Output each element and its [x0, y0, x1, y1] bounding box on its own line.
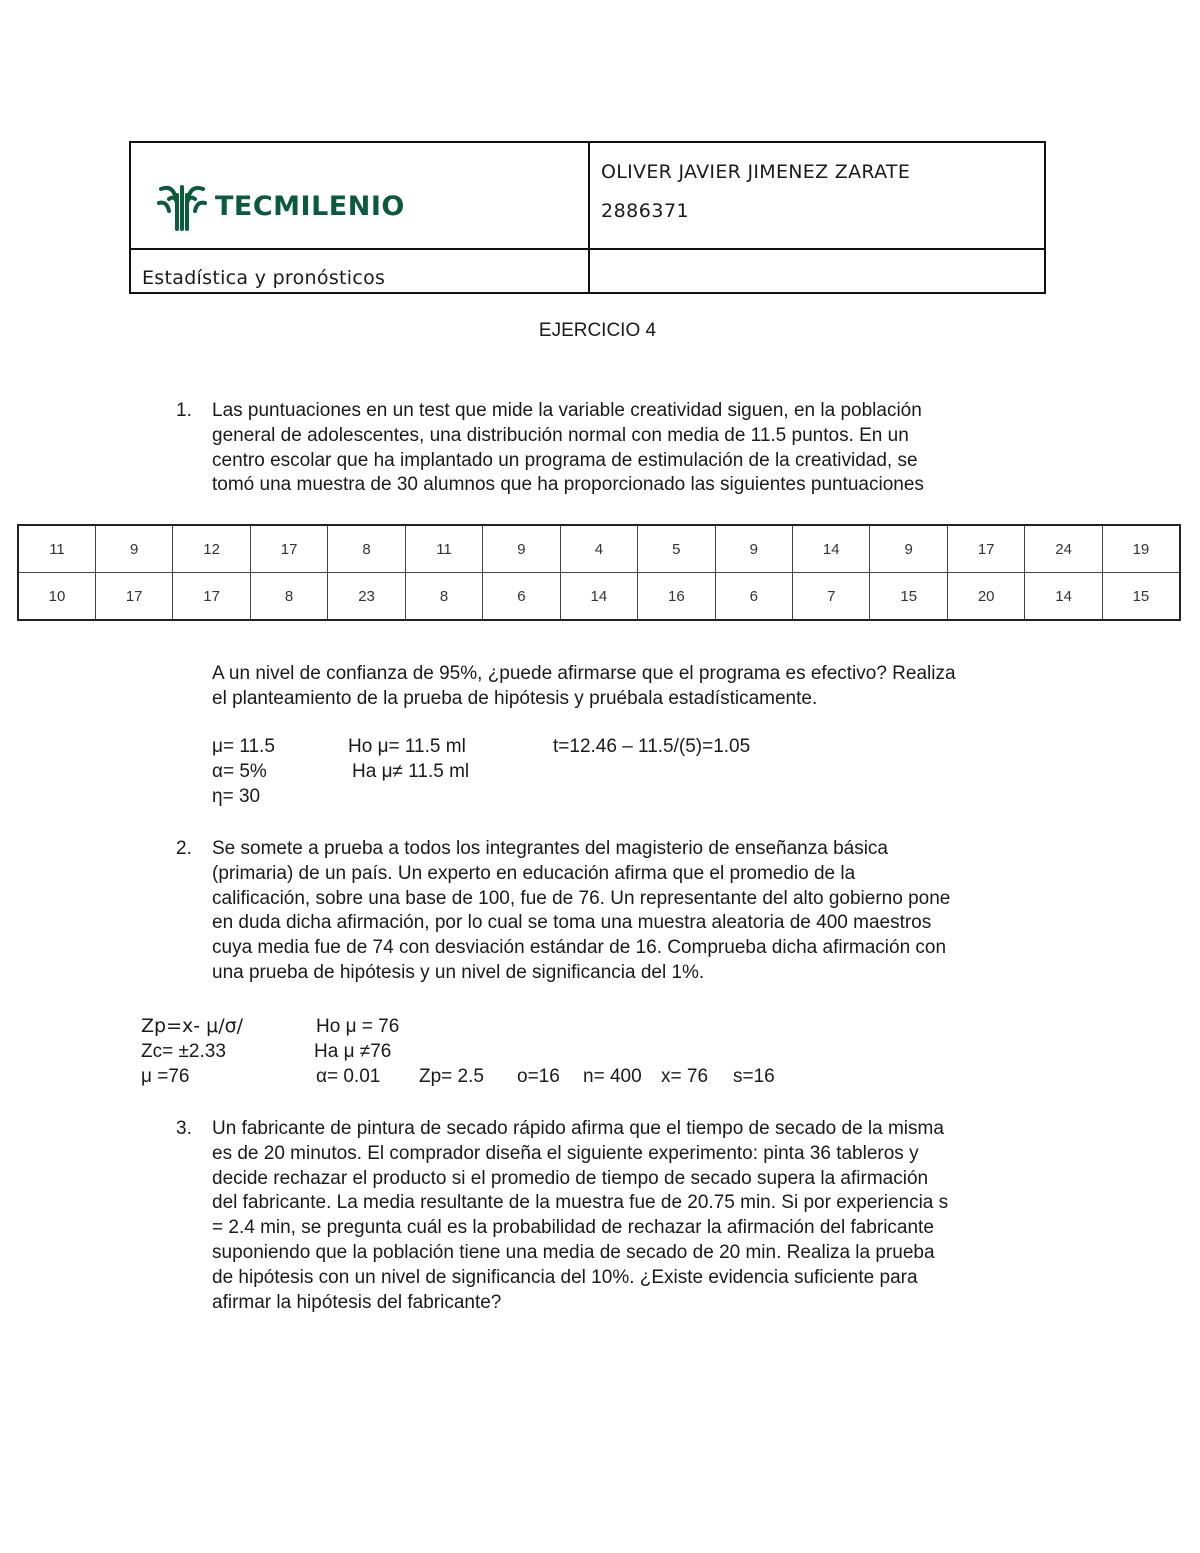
scores-row	[18, 525, 1180, 573]
student-name: OLIVER JAVIER JIMENEZ ZARATE	[601, 161, 911, 183]
score-cell: 9	[715, 525, 792, 573]
score-cell: 4	[560, 525, 637, 573]
q1-question-line: A un nivel de confianza de 95%, ¿puede afirmarse que el programa es efectivo? Realiza	[212, 663, 956, 684]
score-cell: 15	[1102, 573, 1180, 621]
subject-cell	[130, 249, 589, 293]
q2-line: Se somete a prueba a todos los integrantes del magisterio de enseñanza básica	[212, 838, 888, 859]
q1-t: t=12.46 – 11.5/(5)=1.05	[553, 736, 751, 757]
score-cell: 23	[328, 573, 405, 621]
score-cell: 8	[405, 573, 482, 621]
logo-text: TECMILENIO	[215, 190, 405, 222]
q1-line: general de adolescentes, una distribución normal con media de 11.5 puntos. En un	[212, 424, 909, 446]
q2-zc: Zc= ±2.33	[141, 1041, 226, 1062]
score-cell: 12	[173, 525, 250, 573]
q1-line: centro escolar que ha implantado un programa de estimulación de la creatividad, se	[212, 449, 918, 471]
q2-line: cuya media fue de 74 con desviación estándar de 16. Comprueba dicha afirmación con	[212, 937, 947, 959]
q3-line: afirmar la hipótesis del fabricante?	[212, 1291, 502, 1313]
q1-line: tomó una muestra de 30 alumnos que ha proporcionado las siguientes puntuaciones	[212, 474, 924, 496]
q3-line: suponiendo que la población tiene una media de secado de 20 min. Realiza la prueba	[212, 1241, 935, 1263]
q2-line: (primaria) de un país. Un experto en educación afirma que el promedio de la	[212, 862, 856, 884]
score-cell: 24	[1025, 525, 1102, 573]
q1-number: 1.	[176, 400, 192, 421]
q3-line: decide rechazar el producto si el promedio de tiempo de secado supera la afirmación	[212, 1167, 929, 1189]
score-cell: 5	[638, 525, 715, 573]
student-cell	[589, 142, 1045, 249]
q1-text	[212, 399, 1112, 498]
score-cell: 17	[250, 525, 327, 573]
logo-cell	[130, 142, 589, 249]
q3-line: = 2.4 min, se pregunta cuál es la probabilidad de rechazar la afirmación del fabricante	[212, 1217, 934, 1239]
q3-line: es de 20 minutos. El comprador diseña el siguiente experimento: pinta 36 tableros y	[212, 1142, 919, 1164]
q2-h0: Ho μ = 76	[316, 1016, 400, 1037]
score-cell: 14	[560, 573, 637, 621]
q2-zp: Zp= 2.5	[419, 1066, 484, 1087]
score-cell: 14	[793, 525, 870, 573]
q1-ha: Ha μ≠ 11.5 ml	[352, 761, 470, 782]
q2-x: x= 76	[661, 1066, 709, 1087]
q3-line: de hipótesis con un nivel de significancia del 10%. ¿Existe evidencia suficiente para	[212, 1266, 918, 1288]
score-cell: 11	[18, 525, 95, 573]
scores-table	[17, 524, 1181, 621]
score-cell: 7	[793, 573, 870, 621]
q2-line: calificación, sobre una base de 100, fue de 76. Un representante del alto gobierno pone	[212, 887, 951, 909]
score-cell: 19	[1102, 525, 1180, 573]
q1-alpha: α= 5%	[212, 761, 267, 782]
q2-s: s=16	[733, 1066, 775, 1087]
tecmilenio-logo-icon	[157, 181, 207, 231]
score-cell: 17	[95, 573, 172, 621]
score-cell: 20	[947, 573, 1024, 621]
q3-text	[212, 1117, 1112, 1315]
logo	[157, 181, 405, 231]
header-table	[129, 141, 1046, 294]
q2-ha: Ha μ ≠76	[314, 1041, 392, 1062]
score-cell: 15	[870, 573, 947, 621]
q2-n: n= 400	[583, 1066, 642, 1087]
q2-mu: μ =76	[141, 1066, 190, 1087]
q3-line: del fabricante. La media resultante de la muestra fue de 20.75 min. Si por experiencia s	[212, 1192, 949, 1214]
q2-text	[212, 837, 1112, 986]
score-cell: 8	[328, 525, 405, 573]
q2-line: una prueba de hipótesis y un nivel de significancia del 1%.	[212, 961, 705, 983]
q1-h0: Ho μ= 11.5 ml	[348, 736, 466, 757]
q2-line: en duda dicha afirmación, por lo cual se toma una muestra aleatoria de 400 maestros	[212, 912, 932, 934]
q3-line: Un fabricante de pintura de secado rápido afirma que el tiempo de secado de la misma	[212, 1118, 944, 1139]
score-cell: 8	[250, 573, 327, 621]
q2-alpha: α= 0.01	[316, 1066, 381, 1087]
score-cell: 6	[715, 573, 792, 621]
q3-number: 3.	[176, 1118, 192, 1139]
score-cell: 9	[95, 525, 172, 573]
scores-row	[18, 573, 1180, 621]
q2-o: o=16	[517, 1066, 560, 1087]
page-title: EJERCICIO 4	[538, 320, 657, 341]
student-id: 2886371	[601, 200, 690, 222]
score-cell: 17	[173, 573, 250, 621]
score-cell: 6	[483, 573, 560, 621]
score-cell: 16	[638, 573, 715, 621]
score-cell: 14	[1025, 573, 1102, 621]
score-cell: 11	[405, 525, 482, 573]
q2-zp-formula: Zp=x- μ/σ/	[141, 1015, 244, 1037]
q2-number: 2.	[176, 838, 192, 859]
empty-cell	[589, 249, 1045, 293]
q1-question-line: el planteamiento de la prueba de hipótesis y pruébala estadísticamente.	[212, 687, 818, 709]
q1-question	[212, 662, 1112, 712]
q1-eta: η= 30	[212, 786, 261, 807]
score-cell: 9	[870, 525, 947, 573]
q1-mu: μ= 11.5	[212, 736, 275, 757]
score-cell: 10	[18, 573, 95, 621]
subject: Estadística y pronósticos	[142, 267, 386, 289]
score-cell: 9	[483, 525, 560, 573]
q1-line: Las puntuaciones en un test que mide la variable creatividad siguen, en la población	[212, 400, 922, 421]
score-cell: 17	[947, 525, 1024, 573]
